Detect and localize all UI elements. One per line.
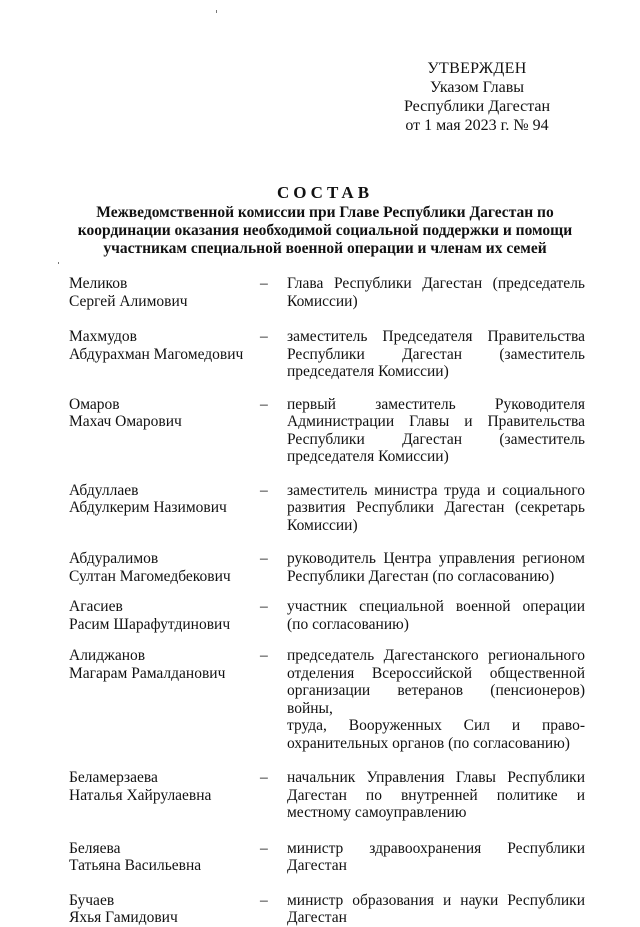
member-role-line: Глава Республики Дагестан (председатель (287, 275, 585, 292)
members-list (69, 275, 585, 927)
document-subtitle-line-1: Межведомственной комиссии при Главе Республики Дагестан по (96, 204, 554, 221)
member-given-names: Татьяна Васильевна (69, 857, 202, 874)
member-role-line: председатель Дагестанского регионального (287, 647, 585, 664)
member-surname: Агасиев (69, 598, 123, 615)
member-role-line: Администрации Главы и Правительства (287, 413, 585, 430)
member-entry (69, 275, 585, 310)
document-subtitle-line-2: координации оказания необходимой социальной поддержки и помощи (77, 222, 573, 239)
member-name (69, 892, 258, 927)
member-name (69, 550, 258, 585)
approval-date: от 1 мая 2023 г. № 94 (405, 117, 549, 134)
member-role-line: начальник Управления Главы Республики (287, 769, 585, 786)
member-role-line: председателя Комиссии) (287, 363, 449, 380)
member-role-line: первый заместитель Руководителя (287, 395, 585, 413)
member-name (69, 275, 258, 310)
member-given-names: Сергей Алимович (69, 292, 188, 310)
member-entry (69, 396, 585, 466)
member-role (287, 328, 585, 381)
member-entry (69, 482, 585, 535)
member-given-names: Наталья Хайрулаевна (69, 786, 212, 804)
member-given-names: Махач Омарович (69, 413, 182, 430)
member-role-line: Республики Дагестан (заместитель (287, 345, 585, 363)
member-surname: Бучаев (69, 891, 115, 909)
member-role (287, 892, 585, 927)
member-surname: Абдуралимов (69, 550, 159, 567)
member-surname: Беламерзаева (69, 769, 158, 786)
member-dash: – (260, 328, 268, 345)
member-name (69, 840, 258, 875)
member-role (287, 598, 585, 633)
member-name (69, 482, 258, 517)
member-role (287, 275, 585, 310)
member-entry (69, 598, 585, 633)
member-role-line: труда, Вооруженных Сил и право- (287, 717, 585, 734)
scan-speck (58, 262, 59, 264)
member-role-line: (по согласованию) (287, 615, 409, 633)
member-role (287, 550, 585, 585)
member-role (287, 769, 585, 822)
member-surname: Омаров (69, 395, 120, 413)
member-role (287, 482, 585, 535)
member-given-names: Магарам Рамалданович (69, 664, 226, 682)
member-role-line: Республики Дагестан (заместитель (287, 430, 585, 448)
member-name (69, 647, 258, 682)
scan-speck (216, 10, 217, 13)
member-role-line: Дагестан (287, 909, 347, 926)
member-role-line: отделения Всероссийской общественной (287, 664, 585, 682)
member-entry (69, 769, 585, 822)
approval-region: Республики Дагестан (403, 98, 551, 115)
member-role-line: заместитель Председателя Правительства (287, 328, 585, 345)
member-name (69, 598, 258, 633)
approval-title: УТВЕРЖДЕН (427, 60, 527, 77)
member-role-line: руководитель Центра управления регионом (287, 550, 585, 567)
member-role-line: охранительных органов (по согласованию) (287, 734, 570, 752)
member-role-line: участник специальной военной операции (287, 598, 585, 615)
member-role-line: Дагестан по внутренней политике и (287, 786, 585, 804)
member-given-names: Абдурахман Магомедович (69, 345, 244, 363)
member-dash: – (260, 839, 268, 857)
member-given-names: Султан Магомедбекович (69, 567, 231, 585)
member-entry (69, 328, 585, 381)
member-role-line: Республики Дагестан (по согласованию) (287, 567, 555, 585)
member-entry (69, 550, 585, 585)
member-role (287, 840, 585, 875)
member-role-line: министр здравоохранения Республики (287, 839, 585, 857)
member-entry (69, 840, 585, 875)
member-role (287, 647, 585, 752)
approval-stamp (396, 59, 558, 135)
member-given-names: Яхья Гамидович (69, 909, 178, 926)
member-role-line: Комиссии) (287, 516, 358, 534)
member-dash: – (260, 395, 268, 413)
member-dash: – (260, 769, 268, 786)
member-dash: – (260, 275, 268, 292)
member-given-names: Расим Шарафутдинович (69, 615, 231, 633)
member-name (69, 396, 258, 431)
document-title: СОСТАВ (276, 183, 374, 202)
member-role-line: председателя Комиссии) (287, 448, 449, 465)
member-role (287, 396, 585, 466)
member-surname: Меликов (69, 275, 128, 292)
member-name (69, 769, 258, 804)
member-dash: – (260, 481, 268, 499)
member-dash: – (260, 598, 268, 615)
member-surname: Беляева (69, 839, 121, 857)
document-heading (60, 183, 590, 258)
member-surname: Махмудов (69, 328, 137, 345)
approval-decree: Указом Главы (429, 79, 525, 96)
member-role-line: местному самоуправлению (287, 804, 467, 821)
member-role-line: организации ветеранов (пенсионеров) войны, (287, 682, 585, 717)
member-dash: – (260, 647, 268, 664)
member-surname: Абдуллаев (69, 481, 139, 499)
member-role-line: Дагестан (287, 857, 347, 874)
member-role-line: заместитель министра труда и социального (287, 481, 585, 499)
member-role-line: министр образования и науки Республики (287, 891, 585, 909)
member-role-line: Комиссии) (287, 292, 358, 310)
member-dash: – (260, 891, 268, 909)
member-surname: Алиджанов (69, 647, 146, 664)
member-entry (69, 647, 585, 752)
member-name (69, 328, 258, 363)
member-given-names: Абдулкерим Назимович (69, 499, 227, 516)
member-role-line: развития Республики Дагестан (секретарь (287, 499, 585, 516)
document-subtitle-line-3: участникам специальной военной операции и членам их семей (103, 240, 547, 257)
member-dash: – (260, 550, 268, 567)
member-entry (69, 892, 585, 927)
